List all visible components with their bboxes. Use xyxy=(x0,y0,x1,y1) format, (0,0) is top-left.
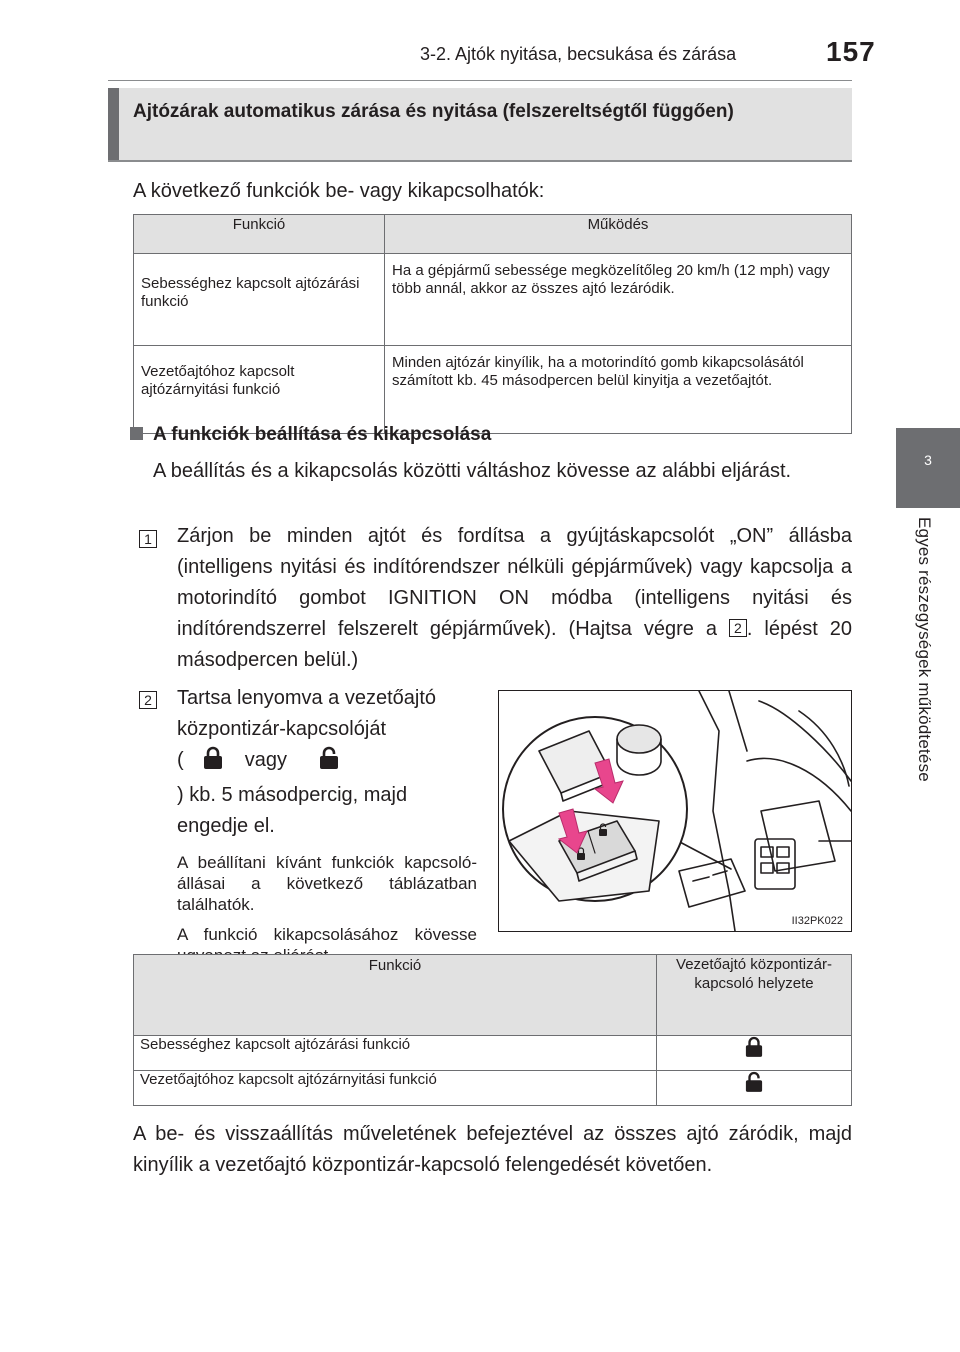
illustration-drawing xyxy=(499,691,851,931)
step-2-icons-line xyxy=(177,745,477,780)
subsection-intro: A beállítás és a kikapcsolás közötti váltáshoz kövesse az alábbi eljárást. xyxy=(153,460,792,482)
table-header-mukodes: Működés xyxy=(385,215,852,254)
table-cell: Sebességhez kapcsolt ajtózárási funkció xyxy=(134,1036,657,1071)
table-row xyxy=(134,346,852,434)
step-2-text xyxy=(177,683,477,966)
header-rule xyxy=(108,80,852,81)
step-number-1: 1 xyxy=(139,530,157,548)
subsection-title: A funkciók beállítása és kikapcsolása xyxy=(153,424,492,445)
chapter-title: Egyes részegységek működtetése xyxy=(915,517,934,782)
table-cell-icon xyxy=(657,1071,852,1106)
table-cell: Sebességhez kapcsolt ajtózárási funkció xyxy=(134,254,385,346)
lock-closed-icon xyxy=(203,746,223,780)
lock-closed-icon xyxy=(745,1036,763,1062)
section-title-rule xyxy=(108,160,852,162)
step-1-text xyxy=(177,521,852,676)
function-table xyxy=(133,214,852,434)
table-header-funkcio: Funkció xyxy=(134,955,657,1036)
step-1-text-end: . lépést 20 másodpercen belül.) xyxy=(177,618,852,671)
table-header-switch-position: Vezetőajtó központizár-kapcsoló helyzete xyxy=(657,955,852,1036)
closing-paragraph: A be- és visszaállítás műveletének befejeztével az összes ajtó záródik, majd kinyílik a vezetőajtó központizár-kapcsoló felengedését követően. xyxy=(133,1123,852,1176)
step-reference: 2 xyxy=(729,619,747,637)
lock-open-icon xyxy=(319,746,339,780)
step-2-line2: ) kb. 5 másodpercig, majd engedje el. xyxy=(177,784,408,837)
table-header-funkcio: Funkció xyxy=(134,215,385,254)
paren-open: ( xyxy=(177,749,184,771)
table-cell: Vezetőajtóhoz kapcsolt ajtózárnyitási funkció xyxy=(134,346,385,434)
section-intro: A következő funkciók be- vagy kikapcsolhatók: xyxy=(133,180,545,202)
word-vagy: vagy xyxy=(244,749,288,771)
table-cell-icon xyxy=(657,1036,852,1071)
chapter-tab xyxy=(896,428,960,508)
table-row xyxy=(134,1071,852,1106)
table-cell: Ha a gépjármű sebessége megközelítőleg 20 km/h (12 mph) vagy több annál, akkor az összes ajtó lezáródik. xyxy=(385,254,852,346)
table-row xyxy=(134,254,852,346)
switch-position-table xyxy=(133,954,852,1106)
step-1-text-main: Zárjon be minden ajtót és fordítsa a gyújtáskapcsolót „ON” állásba (intelligens nyitási és indítórendszer nélküli gépjárművek) vagy kapcsolja a motorindító gombot IGNITION ON módba (intelligens nyitási és indítórendszerrel felszerelt gépjárművek). (Hajtsa végre a xyxy=(177,525,852,640)
step-2-line1: Tartsa lenyomva a vezetőajtó központizár-kapcsolóját xyxy=(177,687,437,740)
square-bullet-icon xyxy=(130,427,143,440)
step-2-note-2: A funkció kikapcsolásához kövesse xyxy=(177,925,477,944)
chapter-number: 3 xyxy=(924,452,932,468)
door-switch-illustration xyxy=(498,690,852,932)
step-2-note-1: A beállítani kívánt funkciók kapcsoló-állásai a következő táblázatban találhatók. xyxy=(177,853,477,914)
running-header: 3-2. Ajtók nyitása, becsukása és zárása xyxy=(420,44,737,64)
table-cell: Minden ajtózár kinyílik, ha a motorindító gomb kikapcsolásától számított kb. 45 másodpercen belül kinyitja a vezetőajtót. xyxy=(385,346,852,434)
page-number: 157 xyxy=(826,36,876,67)
subsection-heading xyxy=(130,424,491,446)
section-title: Ajtózárak automatikus zárása és nyitása (felszereltségtől függően) xyxy=(108,88,852,160)
figure-code: II32PK022 xyxy=(791,915,843,927)
lock-open-icon xyxy=(745,1071,763,1097)
table-cell: Vezetőajtóhoz kapcsolt ajtózárnyitási funkció xyxy=(134,1071,657,1106)
step-number-2: 2 xyxy=(139,691,157,709)
table-row xyxy=(134,1036,852,1071)
